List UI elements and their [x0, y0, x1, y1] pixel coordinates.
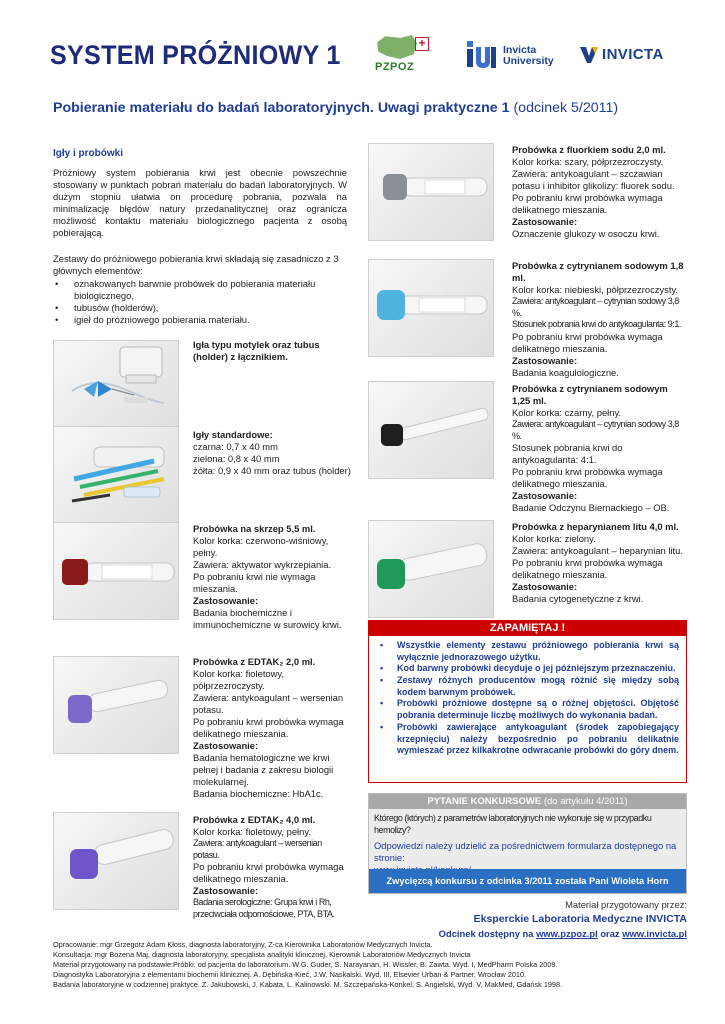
citrate-1-8ml-description — [512, 260, 684, 379]
cap-color: Kolor korka: czerwono-wiśniowy, pełny. — [193, 535, 329, 559]
contains: Zawiera: antykoagulant – wersenian potasu. — [193, 838, 322, 860]
pzpoz-link[interactable]: www.pzpoz.pl — [536, 928, 598, 940]
heparin-tube-icon — [369, 521, 493, 617]
poland-map-icon — [375, 35, 417, 59]
list-item: • Kod barwny probówki decyduje o jej późniejszym przeznaczeniu. — [377, 663, 679, 675]
usage-text: Badania koagulologiczne. — [512, 366, 619, 378]
mixing: Po pobraniu krwi probówka wymaga delikatnego mieszania. — [512, 192, 663, 216]
page-title: SYSTEM PRÓŻNIOWY 1 — [50, 40, 341, 70]
usage-text: Oznaczenie glukozy w osoczu krwi. — [512, 228, 660, 240]
usage-label: Zastosowanie: — [193, 885, 259, 897]
item-title: Probówka z cytrynianem sodowym 1,8 ml. — [512, 260, 684, 284]
cap-red — [62, 559, 88, 585]
contest-title — [369, 794, 686, 809]
invicta-v-mark-icon — [578, 43, 600, 65]
contest-winner: Zwycięzcą konkursu z odcinka 3/2011 została Pani Wioleta Horn — [369, 869, 686, 893]
mixing: Po pobraniu krwi probówka wymaga delikatnego mieszania. — [193, 716, 344, 740]
cap-violet — [70, 849, 98, 879]
contains: Zawiera: antykoagulant – cytrynian sodowy 3,8 %. — [512, 419, 679, 441]
credit-line: Konsultacja: mgr Bożena Maj, diagnosta laboratoryjny, specjalista analityki klinicznej, Kierownik Laboratoriów Medycznych Invicta — [53, 950, 471, 960]
contest-question: Którego (których) z parametrów laboratoryjnych nie wykonuje się w przypadku hemolizy? — [374, 813, 652, 835]
edta-2ml-description — [193, 656, 353, 800]
credit-line: Materiał przygotowany na podstawie:Próbki: od pacjenta do laboratorium. W.G. Guder, S. Narayanan, H. Wissler, B. Zawta. Wyd. I, MedPharm Polska 2009. — [53, 960, 558, 970]
cap-color: Kolor korka: fioletowy, pełny. — [193, 826, 311, 838]
invicta-university-logo — [465, 37, 560, 73]
contains: Zawiera: antykoagulant – szczawian potasu i inhibitor glikolizy: fluorek sodu. — [512, 168, 675, 192]
invicta-link[interactable]: www.invicta.pl — [622, 928, 687, 940]
fluoride-tube-icon — [369, 144, 493, 240]
mixing: Po pobraniu krwi probówka wymaga delikatnego mieszania. — [512, 466, 663, 490]
fluoride-tube-description — [512, 144, 682, 240]
standard-needles-photo — [53, 426, 179, 524]
pzpoz-logo — [373, 33, 431, 75]
usage-label: Zastosowanie: — [193, 740, 259, 752]
subtitle-episode: (odcinek 5/2011) — [513, 100, 619, 116]
pzpoz-logo-text: PZPOZ — [375, 61, 415, 73]
item-title: Igły standardowe: — [193, 429, 273, 440]
invicta-logo-text: INVICTA — [602, 46, 664, 63]
contest-answer-info: Odpowiedzi należy udzielić za pośrednictwem formularza dostępnego na stronie: — [374, 840, 677, 864]
item-title: Probówka z fluorkiem sodu 2,0 ml. — [512, 144, 666, 155]
usage-text: Badania hematologiczne we krwi pełnej i badania z zakresu biologii molekularnej. — [193, 752, 334, 788]
usage-text: Badania biochemiczne i immunochemiczne w surowicy krwi. — [193, 607, 342, 631]
needle-black: czarna: 0,7 x 40 mm — [193, 441, 278, 453]
cap-gray — [383, 174, 407, 200]
list-item: • oznakowanych barwnie probówek do pobierania materiału biologicznego, — [53, 278, 347, 302]
contains: Zawiera: antykoagulant – wersenian potasu. — [193, 692, 344, 716]
usage-label: Zastosowanie: — [512, 490, 578, 502]
episode-availability — [439, 928, 687, 940]
cap-blue — [377, 290, 405, 320]
usage-label: Zastosowanie: — [512, 354, 578, 366]
cap-black — [381, 424, 403, 446]
item-title: Probówka z EDTAK₂ 2,0 ml. — [193, 656, 316, 667]
edta-4ml-description — [193, 814, 349, 920]
section-title: Igły i probówki — [53, 148, 124, 159]
remember-box — [368, 620, 687, 783]
cap-color: Kolor korka: czarny, pełny. — [512, 407, 622, 419]
list-item: • igieł do próżniowego pobierania materiału. — [53, 314, 347, 326]
usage-text: Badania cytogenetyczne z krwi. — [512, 593, 644, 605]
item-title: Probówka z EDTAK₂ 4,0 ml. — [193, 814, 316, 825]
cap-green — [377, 559, 405, 589]
publisher-org: Eksperckie Laboratoria Medyczne INVICTA — [473, 913, 687, 926]
usage-text: Badania serologiczne: Grupa krwi i Rh, przeciwciała odpornościowe, PTA, BTA. — [193, 897, 335, 919]
usage-label: Zastosowanie: — [512, 581, 578, 593]
credit-line: Diagnostyka Laboratoryjna z elementami biochemii klinicznej. A. Dębińska-Kieć, J.W. Naskalski. Wyd. III, Elsevier Urban & Partner, Wrocław 2010. — [53, 970, 527, 980]
citrate-1-8ml-photo — [368, 259, 494, 357]
edta-4ml-tube-icon — [54, 813, 178, 909]
invicta-university-text — [503, 45, 554, 67]
credit-line: Badania laboratoryjne w codziennej praktyce. Z. Jakubowski, J. Kabata, L. Kalinowski. M. Szczepańska-Konkel, S. Angielski, Wyd. V, MakMed, Gdańsk 1998. — [53, 980, 563, 990]
footer-publisher — [439, 899, 687, 941]
edta-4ml-photo — [53, 812, 179, 910]
contains: Zawiera: aktywator wykrzepiania. — [193, 559, 332, 571]
university-line1: Invicta — [503, 44, 537, 56]
cap-color: Kolor korka: fioletowy, półprzezroczysty. — [193, 668, 285, 692]
contest-title-ref: (do artykułu 4/2011) — [543, 796, 628, 807]
list-item: • Probówki próżniowe dostępne są o różnej objętości. Objętość pobrania determinuje liczbę możliwych do wykonania badań. — [377, 698, 679, 721]
elements-list — [53, 278, 347, 326]
contest-title-main: PYTANIE KONKURSOWE — [427, 796, 542, 807]
item-title: Probówka z heparynianem litu 4,0 ml. — [512, 521, 679, 532]
butterfly-needle-description — [193, 339, 353, 363]
intro-elements — [53, 253, 347, 326]
cap-color: Kolor korka: szary, półprzezroczysty. — [512, 156, 664, 168]
ratio: Stosunek pobrania krwi do antykoagulanta: 4:1. — [512, 442, 623, 466]
clot-tube-description — [193, 523, 353, 631]
usage-extra: Badania biochemiczne: HbA1c. — [193, 788, 324, 800]
edta-2ml-photo — [53, 656, 179, 754]
mixing: Po pobraniu krwi probówka wymaga delikatnego mieszania. — [512, 557, 663, 581]
usage-label: Zastosowanie: — [512, 216, 578, 228]
credits — [53, 940, 693, 990]
list-item: • Probówki zawierające antykoagulant (środek zapobiegający krzepnięciu) należy bezpośrednio po pobraniu delikatnie wymieszać przez kilkakrotne odwracanie probówki do góry dnem. — [377, 722, 679, 757]
subtitle-main: Pobieranie materiału do badań laboratoryjnych. Uwagi praktyczne 1 — [53, 100, 510, 116]
cap-color: Kolor korka: niebieski, półprzezroczysty. — [512, 284, 679, 296]
edta-2ml-tube-icon — [54, 657, 178, 753]
butterfly-needle-icon — [54, 341, 178, 437]
list-item: • Wszystkie elementy zestawu próżniowego pobierania krwi są wyłącznie jednorazowego użytku. — [377, 640, 679, 663]
intro-paragraph: Próżniowy system pobierania krwi jest obecnie powszechnie stosowany w punktach pobrań materiału do badań laboratoryjnych. W dużym stopniu ułatwia on procedurę pobrania, pozwala na minimalizację błędów natury przedanalitycznej oraz ogranicza możliwość kontaktu materiału biologicznego pacjenta z osobą pobierającą. — [53, 167, 347, 239]
mixing: Po pobraniu krwi probówka wymaga delikatnego mieszania. — [512, 330, 663, 354]
usage-label: Zastosowanie: — [193, 595, 259, 607]
contains: Zawiera: antykoagulant – heparynian litu. — [512, 545, 683, 557]
citrate-1-25ml-tube-icon — [369, 382, 493, 478]
invicta-university-mark-icon — [465, 39, 497, 69]
episode-prefix: Odcinek dostępny na — [438, 928, 534, 940]
citrate-1-8ml-tube-icon — [369, 260, 493, 356]
ratio: Stosunek pobrania krwi do antykoagulanta: 9:1. — [512, 319, 681, 330]
list-item: • Zestawy różnych producentów mogą różnić się między sobą kodem barwnym probówek. — [377, 675, 679, 698]
credit-line: Opracowanie: mgr Grzegorz Adam Kłoss, diagnosta laboratoryjny, Z-ca Kierownika Laboratoriów Medycznych Invicta. — [53, 940, 433, 949]
fluoride-tube-photo — [368, 143, 494, 241]
standard-needles-description — [193, 429, 353, 477]
prepared-by: Materiał przygotowany przez: — [565, 899, 687, 910]
butterfly-needle-photo — [53, 340, 179, 438]
episode-or: oraz — [600, 928, 620, 940]
heparin-tube-photo — [368, 520, 494, 618]
contains: Zawiera: antykoagulant – cytrynian sodowy 3,8 %. — [512, 296, 679, 318]
remember-title: ZAPAMIĘTAJ ! — [369, 621, 686, 636]
contest-box — [368, 793, 687, 894]
cap-violet — [68, 695, 92, 723]
item-title: Igła typu motylek oraz tubus (holder) z łącznikiem. — [193, 339, 320, 363]
university-line2: University — [503, 55, 554, 67]
item-title: Probówka na skrzep 5,5 ml. — [193, 523, 316, 534]
article-subtitle — [53, 99, 618, 117]
standard-needles-icon — [54, 427, 178, 523]
medical-cross-icon: + — [415, 37, 429, 51]
mixing: Po pobraniu krwi probówka wymaga delikatnego mieszania. — [193, 861, 344, 885]
elements-lead: Zestawy do próżniowego pobierania krwi składają się zasadniczo z 3 głównych elementów: — [53, 253, 339, 277]
mixing: Po pobraniu krwi nie wymaga mieszania. — [193, 571, 316, 595]
citrate-1-25ml-description — [512, 383, 684, 514]
cap-color: Kolor korka: zielony. — [512, 533, 596, 545]
remember-list — [369, 636, 686, 757]
needle-green: zielona: 0,8 x 40 mm — [193, 453, 280, 465]
clot-tube-photo — [53, 522, 179, 620]
usage-text: Badanie Odczynu Biernackiego – OB. — [512, 502, 670, 514]
invicta-logo — [578, 41, 678, 69]
item-title: Probówka z cytrynianem sodowym 1,25 ml. — [512, 383, 668, 407]
citrate-1-25ml-photo — [368, 381, 494, 479]
needle-yellow: żółta: 0,9 x 40 mm oraz tubus (holder) — [193, 465, 351, 477]
clot-tube-icon — [54, 523, 178, 619]
heparin-tube-description — [512, 521, 684, 605]
list-item: • tubusów (holderów), — [53, 302, 347, 314]
